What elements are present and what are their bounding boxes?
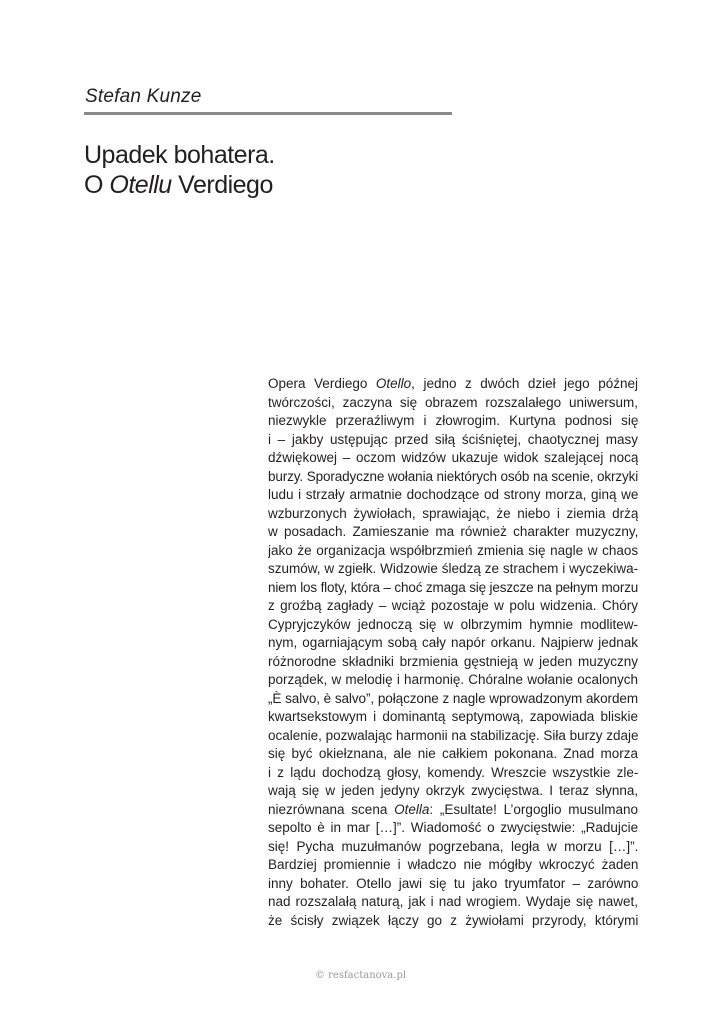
title-line-1: Upadek bohatera. (84, 141, 275, 169)
body-line: twórczości, zaczyna się obrazem rozszalałego uniwersum, (268, 394, 638, 410)
article-body (268, 375, 638, 930)
article-title (84, 140, 275, 200)
header-rule (84, 112, 452, 115)
body-line: że ścisły związek łączy go z żywiołami przyrody, którymi (268, 912, 638, 928)
body-line: dźwiękowej – oczom widzów ukazuje widok szalejącej nocą (268, 450, 638, 465)
body-line: się! Pycha muzułmanów pogrzebana, legła w morzu […]”. (268, 838, 638, 854)
body-line: niem los floty, która – choć zmaga się jeszcze na pełnym morzu (268, 579, 638, 595)
body-line: ocalenie, pozwalając harmonii na stabilizację. Siła burzy zdaje (268, 727, 638, 743)
title-line-2: O Otellu Verdiego (84, 171, 273, 199)
author-name: Stefan Kunze (85, 86, 202, 107)
footer-copyright: © resfactanova.pl (314, 970, 407, 981)
body-line: szumów, w zgiełk. Widzowie śledzą ze strachem i wyczekiwa- (268, 561, 638, 576)
body-line: niezwykle przeraźliwym i złowrogim. Kurtyna podnosi się (268, 413, 638, 428)
body-line: i z lądu dochodzą głosy, komendy. Wreszcie wszystkie zle- (268, 764, 638, 780)
body-line: z groźbą zagłady – wciąż pozostaje w polu widzenia. Chóry (268, 598, 638, 613)
body-line: burzy. Sporadyczne wołania niektórych osób na scenie, okrzyki (268, 468, 638, 484)
body-line: kwartsekstowym i dominantą septymową, zapowiada bliskie (268, 709, 638, 724)
body-line: „È salvo, è salvo”, połączone z nagle wprowadzonym akordem (268, 690, 638, 706)
body-line: nad rozszalałą naturą, jak i nad wrogiem. Wydaje się nawet, (268, 894, 638, 909)
body-line: się być okiełznana, ale nie całkiem pokonana. Znad morza (268, 746, 638, 761)
body-line: w posadach. Zamieszanie ma również charakter muzyczny, (268, 524, 638, 539)
body-line: wają się w jeden jedyny okrzyk zwycięstwa. I teraz słynna, (268, 783, 638, 798)
body-line: nym, ogarniającym sobą cały napór orkanu. Najpierw jednak (268, 635, 638, 650)
body-line: Opera Verdiego Otello, jedno z dwóch dzieł jego późnej (268, 376, 638, 391)
body-line: inny bohater. Otello jawi się tu jako tryumfator – zarówno (268, 875, 638, 891)
body-line: porządek, w melodię i harmonię. Chóralne wołanie ocalonych (268, 672, 638, 687)
body-line: jako że organizacja współbrzmień zmienia się nagle w chaos (268, 542, 638, 558)
body-line: wzburzonych żywiołach, sprawiając, że niebo i ziemia drżą (268, 505, 638, 521)
body-line: i – jakby ustępując przed siłą ściśniętej, chaotycznej masy (268, 431, 638, 447)
body-line: ludu i strzały armatnie dochodzące od strony morza, giną we (268, 487, 638, 502)
body-line: Bardziej promiennie i władczo nie mógłby wkroczyć żaden (268, 857, 638, 872)
body-line: Cypryjczyków jednoczą się w olbrzymim hymnie modlitew- (268, 616, 638, 632)
body-line: niezrównana scena Otella: „Esultate! L’orgoglio musulmano (268, 801, 638, 817)
body-line: sepolto è in mar […]”. Wiadomość o zwycięstwie: „Radujcie (268, 820, 638, 835)
body-line: różnorodne składniki brzmienia gęstnieją w jeden muzyczny (268, 653, 638, 669)
